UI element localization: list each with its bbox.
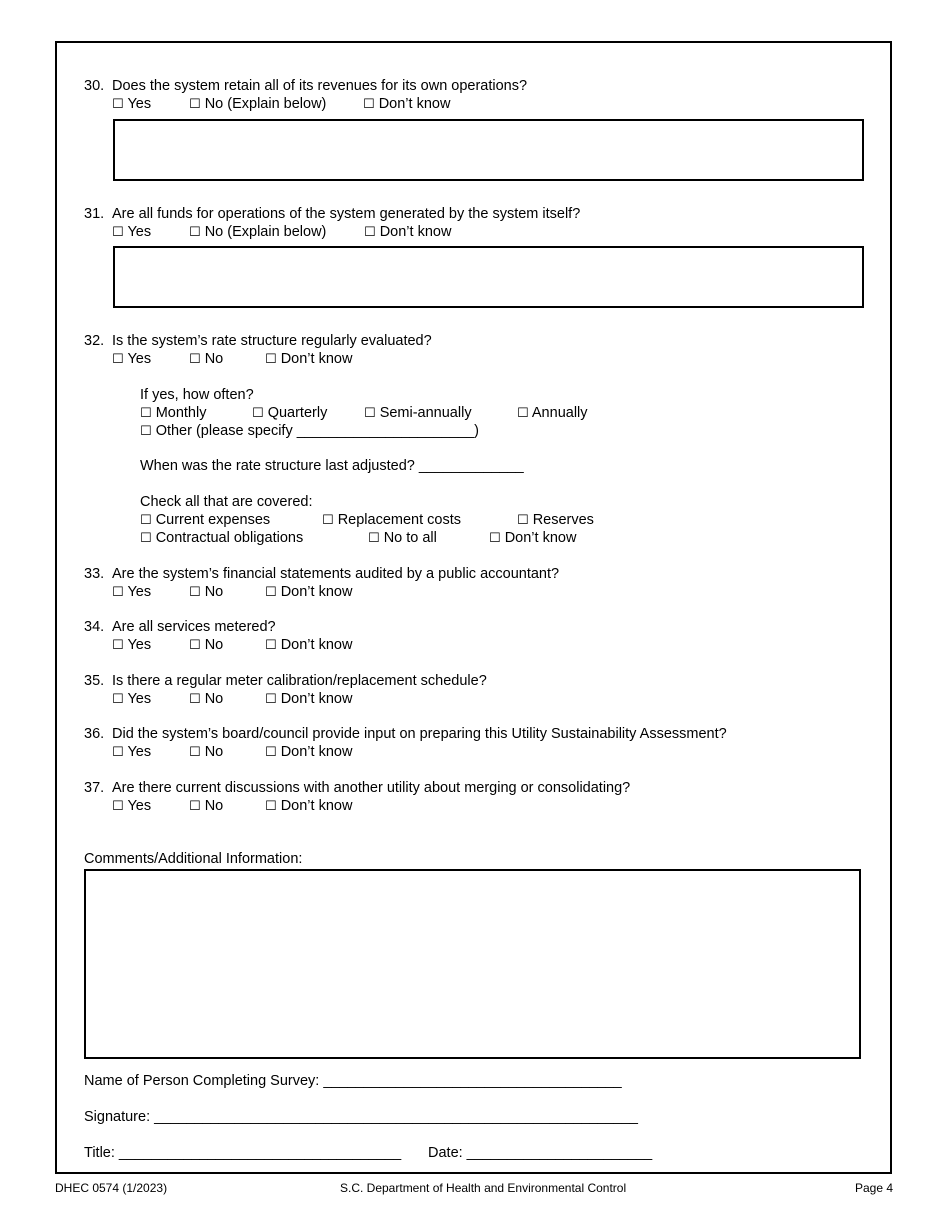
q32-last-adjusted-field[interactable]: When was the rate structure last adjusted? _____________ [140,458,524,474]
q30-no-option[interactable]: ☐ No (Explain below) [189,96,327,112]
question-34: 34. Are all services metered? [84,619,276,635]
question-30: 30. Does the system retain all of its revenues for its own operations? [84,78,528,94]
q32-annually-option[interactable]: ☐ Annually [517,405,588,421]
checkbox-icon[interactable]: ☐ [189,225,201,240]
q33-dontknow-option[interactable]: ☐ Don’t know [265,584,353,600]
checkbox-icon[interactable]: ☐ [189,638,201,653]
q34-no-option[interactable]: ☐ No [189,637,224,653]
question-36: 36. Did the system’s board/council provide input on preparing this Utility Sustainability Assessment? [84,726,727,742]
q32-semiannually-option[interactable]: ☐ Semi-annually [364,405,472,421]
q34-yes-option[interactable]: ☐ Yes [112,637,152,653]
q33-no-option[interactable]: ☐ No [189,584,224,600]
checkbox-icon[interactable]: ☐ [252,406,264,421]
q37-dontknow-option[interactable]: ☐ Don’t know [265,798,353,814]
checkbox-icon[interactable]: ☐ [112,745,124,760]
checkbox-icon[interactable]: ☐ [517,513,529,528]
q31-no-option[interactable]: ☐ No (Explain below) [189,224,327,240]
q32-frequency-label: If yes, how often? [140,387,254,403]
q32-dontknow-option[interactable]: ☐ Don’t know [265,351,353,367]
q31-yes-option[interactable]: ☐ Yes [112,224,152,240]
q32-no-to-all-option[interactable]: ☐ No to all [368,530,437,546]
q31-explain-textbox[interactable] [113,246,864,308]
checkbox-icon[interactable]: ☐ [517,406,529,421]
comments-label: Comments/Additional Information: [84,851,303,867]
q34-dontknow-option[interactable]: ☐ Don’t know [265,637,353,653]
q32-quarterly-option[interactable]: ☐ Quarterly [252,405,328,421]
q30-dontknow-option[interactable]: ☐ Don’t know [363,96,451,112]
question-32: 32. Is the system’s rate structure regularly evaluated? [84,333,432,349]
question-33: 33. Are the system’s financial statements audited by a public accountant? [84,566,560,582]
title-field[interactable]: Title: ___________________________________ [84,1145,402,1161]
name-field[interactable]: Name of Person Completing Survey: _____________________________________ [84,1073,622,1089]
checkbox-icon[interactable]: ☐ [112,638,124,653]
checkbox-icon[interactable]: ☐ [322,513,334,528]
date-field[interactable]: Date: _______________________ [428,1145,653,1161]
q32-other-option[interactable]: ☐ Other (please specify ______________________) [140,423,479,439]
q30-explain-textbox[interactable] [113,119,864,181]
q32-replacement-costs-option[interactable]: ☐ Replacement costs [322,512,461,528]
checkbox-icon[interactable]: ☐ [140,513,152,528]
q35-dontknow-option[interactable]: ☐ Don’t know [265,691,353,707]
question-31: 31. Are all funds for operations of the system generated by the system itself? [84,206,581,222]
q36-dontknow-option[interactable]: ☐ Don’t know [265,744,353,760]
q37-yes-option[interactable]: ☐ Yes [112,798,152,814]
q32-covered-label: Check all that are covered: [140,494,313,510]
page-number: Page 4 [855,1181,894,1195]
q35-no-option[interactable]: ☐ No [189,691,224,707]
checkbox-icon[interactable]: ☐ [189,692,201,707]
signature-field[interactable]: Signature: ____________________________________________________________ [84,1109,638,1125]
comments-textbox[interactable] [84,869,861,1059]
question-37: 37. Are there current discussions with another utility about merging or consolidating? [84,780,631,796]
q32-no-option[interactable]: ☐ No [189,351,224,367]
checkbox-icon[interactable]: ☐ [189,745,201,760]
q36-yes-option[interactable]: ☐ Yes [112,744,152,760]
q36-no-option[interactable]: ☐ No [189,744,224,760]
q32-current-expenses-option[interactable]: ☐ Current expenses [140,512,271,528]
q37-no-option[interactable]: ☐ No [189,798,224,814]
checkbox-icon[interactable]: ☐ [364,225,376,240]
checkbox-icon[interactable]: ☐ [265,745,277,760]
q30-yes-option[interactable]: ☐ Yes [112,96,152,112]
checkbox-icon[interactable]: ☐ [189,585,201,600]
q35-yes-option[interactable]: ☐ Yes [112,691,152,707]
checkbox-icon[interactable]: ☐ [140,406,152,421]
q32-covered-dontknow-option[interactable]: ☐ Don’t know [489,530,577,546]
checkbox-icon[interactable]: ☐ [363,97,375,112]
q31-dontknow-option[interactable]: ☐ Don’t know [364,224,452,240]
checkbox-icon[interactable]: ☐ [364,406,376,421]
checkbox-icon[interactable]: ☐ [112,799,124,814]
checkbox-icon[interactable]: ☐ [112,352,124,367]
question-35: 35. Is there a regular meter calibration/replacement schedule? [84,673,487,689]
q32-reserves-option[interactable]: ☐ Reserves [517,512,594,528]
form-id: DHEC 0574 (1/2023) [55,1181,168,1195]
checkbox-icon[interactable]: ☐ [265,638,277,653]
checkbox-icon[interactable]: ☐ [189,97,201,112]
checkbox-icon[interactable]: ☐ [265,352,277,367]
checkbox-icon[interactable]: ☐ [489,531,501,546]
checkbox-icon[interactable]: ☐ [112,692,124,707]
checkbox-icon[interactable]: ☐ [265,799,277,814]
q32-contractual-option[interactable]: ☐ Contractual obligations [140,530,304,546]
checkbox-icon[interactable]: ☐ [112,97,124,112]
q33-yes-option[interactable]: ☐ Yes [112,584,152,600]
checkbox-icon[interactable]: ☐ [112,585,124,600]
q32-yes-option[interactable]: ☐ Yes [112,351,152,367]
checkbox-icon[interactable]: ☐ [189,352,201,367]
agency-name: S.C. Department of Health and Environmental Control [340,1181,627,1195]
checkbox-icon[interactable]: ☐ [140,424,152,439]
checkbox-icon[interactable]: ☐ [265,692,277,707]
checkbox-icon[interactable]: ☐ [368,531,380,546]
checkbox-icon[interactable]: ☐ [140,531,152,546]
q32-monthly-option[interactable]: ☐ Monthly [140,405,207,421]
checkbox-icon[interactable]: ☐ [112,225,124,240]
checkbox-icon[interactable]: ☐ [189,799,201,814]
checkbox-icon[interactable]: ☐ [265,585,277,600]
